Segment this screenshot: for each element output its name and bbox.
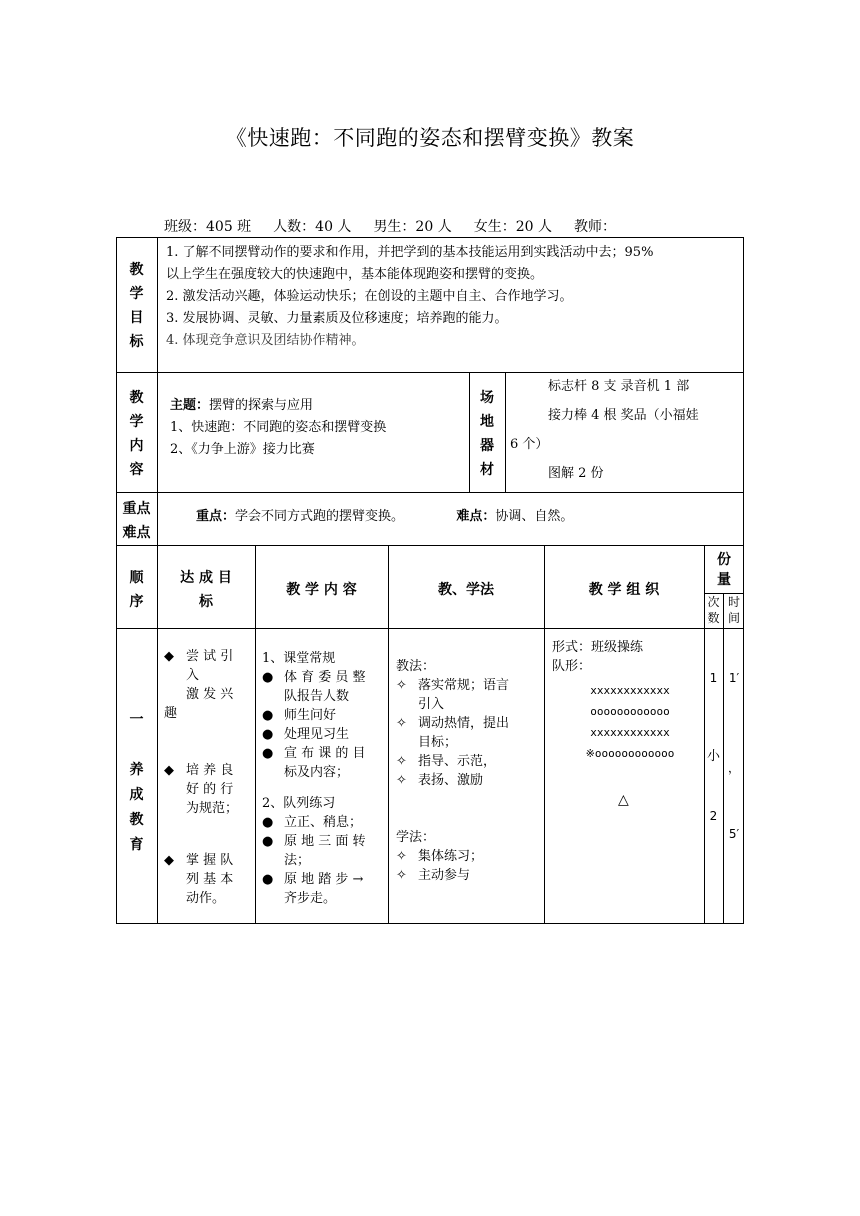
- objective-item: 3. 发展协调、灵敏、力量素质及位移速度；培养跑的能力。: [166, 311, 508, 326]
- page-title: 《快速跑：不同跑的姿态和摆臂变换》教案: [225, 126, 635, 150]
- equipment-list: 标志杆 8 支 录音机 1 部 接力棒 4 根 奖品（小福娃 6 个） 图解 2 份: [510, 379, 699, 481]
- key-label: 重点：: [196, 509, 236, 524]
- difficulty-label: 难点：: [456, 509, 496, 524]
- header-duration: 时 间: [727, 595, 740, 625]
- organization: [552, 638, 702, 676]
- content-heading-2: 2、队列练习: [262, 796, 336, 811]
- content-text: [170, 395, 386, 461]
- times-value-3: 2: [709, 809, 718, 823]
- header-order: 顺 序: [129, 570, 144, 610]
- header-method: 教、学法: [438, 582, 494, 598]
- learn-method-label: 学法：: [396, 830, 436, 845]
- objectives-list: [166, 242, 653, 352]
- difficulty-value: 协调、自然。: [495, 509, 574, 524]
- girls-field: 女生：20 人: [473, 219, 552, 235]
- class-field: 班级：405 班: [164, 219, 252, 235]
- org-formation: 队形：: [552, 659, 592, 674]
- times-value-1: 1: [709, 671, 718, 685]
- duration-value-2: ，: [727, 761, 740, 775]
- teacher-mark: △: [618, 792, 629, 808]
- boys-field: 男生：20 人: [373, 219, 452, 235]
- goal-item: ◆ 尝 试 引 入: [164, 649, 234, 683]
- content-line-2: 2、《力争上游》接力比赛: [170, 442, 315, 457]
- header-goal: 达 成 目 标: [180, 570, 232, 610]
- objectives-label: 教 学 目 标: [129, 262, 144, 350]
- objective-item: 4. 体现竞争意识及团结协作精神。: [166, 333, 365, 348]
- header-amount: 份 量: [717, 552, 731, 588]
- keypoints-label: 重点 难点: [122, 501, 151, 541]
- methods: 教法： ✧ 落实常规；语言 引入 ✧ 调动热情，提出 目标； ✧ 指导、示范， ✧ 表扬、激励 学法： ✧ 集体练习； ✧ 主动参与: [396, 657, 542, 885]
- goal-item: ◆ 培 养 良 好 的 行 为规范；: [164, 763, 239, 816]
- theme-value: 摆臂的探索与应用: [209, 398, 314, 413]
- objective-item: 2. 激发活动兴趣，体验运动快乐；在创设的主题中自主、合作地学习。: [166, 289, 573, 304]
- formation-diagram: xxxxxxxxxxxx oooooooooooo xxxxxxxxxxxx ※oooooooooooo: [585, 684, 675, 760]
- equipment-label: 场 地 器 材: [480, 390, 494, 478]
- class-info: [164, 216, 638, 236]
- header-org: 教 学 组 织: [588, 582, 660, 598]
- header-content: 教 学 内 容: [286, 582, 357, 598]
- goal-item: ◆ 掌 握 队 列 基 本 动作。: [164, 853, 234, 906]
- objective-item: 1. 了解不同摆臂动作的要求和作用，并把学到的基本技能运用到实践活动中去；95%: [166, 245, 654, 260]
- content-line-1: 1、快速跑：不同跑的姿态和摆臂变换: [170, 420, 387, 435]
- objective-item: 以上学生在强度较大的快速跑中，基本能体现跑姿和摆臂的变换。: [166, 267, 544, 282]
- teach-method-label: 教法：: [396, 659, 436, 674]
- times-value-2: 小: [706, 749, 720, 764]
- keypoints-text: [196, 506, 573, 528]
- teacher-field: 教师：: [573, 219, 616, 235]
- section-title: 一 养 成 教 育: [129, 712, 144, 853]
- org-form: 形式：班级操练: [552, 640, 644, 655]
- header-times: 次 数: [707, 595, 720, 625]
- goals-list: ◆ 尝 试 引 入 激 发 兴 趣 ◆ 培 养 良 好 的 行 为规范； ◆ 掌 握 队 列 基 本 动作。: [164, 647, 252, 908]
- duration-value-3: 5′: [728, 827, 740, 841]
- key-value: 学会不同方式跑的摆臂变换。: [235, 509, 405, 524]
- count-field: 人数：40 人: [273, 219, 352, 235]
- lesson-content: 1、课堂常规 ● 体 育 委 员 整 队报告人数 ● 师生问好 ● 处理见习生 ● 宣 布 课 的 目 标及内容； 2、队列练习 ● 立正、稍息； ● 原 地 三 面 转 法； ● 原 地 踏 步 → 齐步走。: [262, 649, 386, 908]
- content-label: 教 学 内 容: [129, 390, 144, 478]
- theme-label: 主题：: [170, 398, 210, 413]
- content-heading-1: 1、课堂常规: [262, 651, 336, 666]
- duration-value-1: 1′: [728, 671, 740, 685]
